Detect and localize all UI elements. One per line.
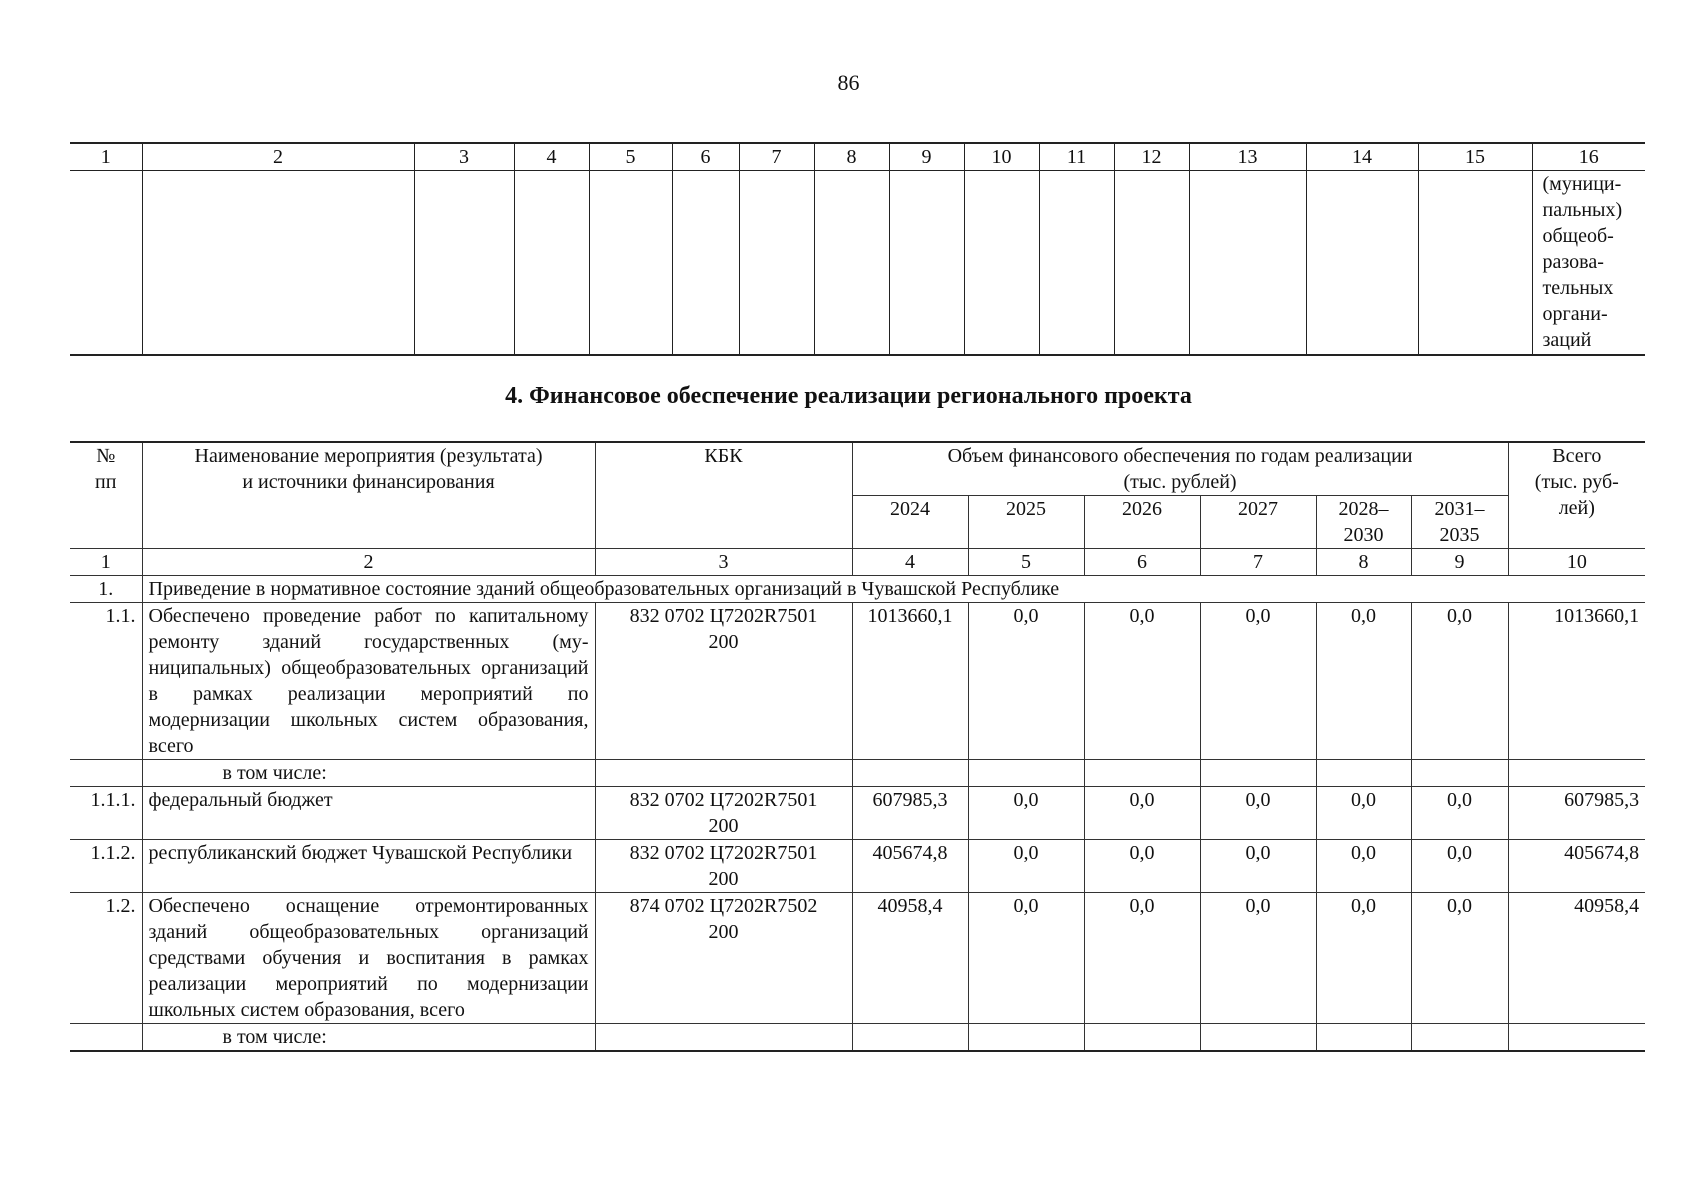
column-number-cell: 3 xyxy=(595,549,852,576)
cell-line: и источники финансирования xyxy=(242,471,495,493)
empty-cell xyxy=(1084,760,1200,787)
empty-cell xyxy=(968,1024,1084,1052)
cell-line: 2031– xyxy=(1434,498,1485,520)
header-num-cell xyxy=(70,442,142,549)
row-sub-cell: в том числе: xyxy=(142,760,595,787)
cell-line: 832 0702 Ц7202R7501 xyxy=(629,789,818,811)
row-value-cell: 405674,8 xyxy=(852,840,968,893)
cell-line: 200 xyxy=(708,868,739,890)
row-value-cell: 1013660,1 xyxy=(852,603,968,760)
column-number-cell: 12 xyxy=(1114,143,1189,171)
table-row xyxy=(70,603,1645,760)
empty-cell xyxy=(964,171,1039,356)
cell-line: пальных) xyxy=(1542,199,1623,221)
cell-line: (тыс. рублей) xyxy=(1123,471,1237,493)
row-value-cell: 0,0 xyxy=(1316,840,1411,893)
cell-line: Всего xyxy=(1552,445,1602,467)
row-value-cell: 607985,3 xyxy=(852,787,968,840)
cell-line: органи- xyxy=(1542,303,1608,325)
row-value-cell: 0,0 xyxy=(1084,603,1200,760)
empty-cell xyxy=(1411,760,1508,787)
row-value-cell: 0,0 xyxy=(1411,840,1508,893)
row-name-cell: Обеспечено проведение работ по капитальному ремонту зданий государственных (муниципальных) общеобразовательных организаций в рамках реализации мероприятий по модернизации школьных систем образования, всего xyxy=(142,603,595,760)
column-number-cell: 10 xyxy=(1508,549,1645,576)
column-number-cell: 6 xyxy=(1084,549,1200,576)
cell-line: (тыс. руб- xyxy=(1534,471,1619,493)
row-value-cell: 0,0 xyxy=(968,787,1084,840)
row-value-cell: 40958,4 xyxy=(852,893,968,1024)
financing-table xyxy=(70,441,1645,1052)
column-number-cell: 4 xyxy=(514,143,589,171)
empty-cell xyxy=(595,760,852,787)
column-number-cell: 7 xyxy=(1200,549,1316,576)
section-row xyxy=(70,576,1645,603)
column-number-cell: 4 xyxy=(852,549,968,576)
column-number-cell: 6 xyxy=(672,143,739,171)
empty-cell xyxy=(1114,171,1189,356)
row-name-cell: Обеспечено оснащение отремонтированных зданий общеобразовательных организаций средствами обучения и воспитания в рамках реализации мероприятий по модернизации школьных систем образования, всего xyxy=(142,893,595,1024)
row-total-cell: 40958,4 xyxy=(1508,893,1645,1024)
empty-cell xyxy=(70,171,142,356)
cell-line: 832 0702 Ц7202R7501 xyxy=(629,842,818,864)
row-value-cell: 0,0 xyxy=(1411,893,1508,1024)
cell-line: разова- xyxy=(1542,251,1604,273)
column-number-cell: 2 xyxy=(142,549,595,576)
column-number-row xyxy=(70,549,1645,576)
table-row xyxy=(70,171,1645,356)
empty-cell xyxy=(589,171,672,356)
header-year-cell xyxy=(1411,496,1508,549)
row-total-cell: 1013660,1 xyxy=(1508,603,1645,760)
table-header-row xyxy=(70,143,1645,171)
cell-line: № xyxy=(96,445,116,467)
column-number-cell: 9 xyxy=(889,143,964,171)
row-num-cell xyxy=(70,760,142,787)
row-name-cell: федеральный бюджет xyxy=(142,787,595,840)
row-value-cell: 0,0 xyxy=(968,893,1084,1024)
empty-cell xyxy=(1200,1024,1316,1052)
empty-cell xyxy=(1316,760,1411,787)
column-number-cell: 16 xyxy=(1532,143,1645,171)
page-number: 86 xyxy=(837,70,860,95)
empty-cell xyxy=(852,1024,968,1052)
row-value-cell: 0,0 xyxy=(1200,893,1316,1024)
row-num-cell: 1.1. xyxy=(70,603,142,760)
empty-cell xyxy=(595,1024,852,1052)
row-kbk-cell xyxy=(595,893,852,1024)
row-total-cell: 607985,3 xyxy=(1508,787,1645,840)
empty-cell xyxy=(968,760,1084,787)
header-year-cell xyxy=(968,496,1084,549)
column-number-cell: 15 xyxy=(1418,143,1532,171)
cell-line: 200 xyxy=(708,815,739,837)
empty-cell xyxy=(1306,171,1418,356)
empty-cell xyxy=(814,171,889,356)
section-name-cell: Приведение в нормативное состояние зданий общеобразовательных организаций в Чувашской Республике xyxy=(142,576,1645,603)
empty-cell xyxy=(1411,1024,1508,1052)
column-16-cell xyxy=(1532,171,1645,356)
column-number-cell: 8 xyxy=(1316,549,1411,576)
empty-cell xyxy=(852,760,968,787)
header-kbk-cell: КБК xyxy=(595,442,852,549)
row-num-cell: 1. xyxy=(70,576,142,603)
row-value-cell: 0,0 xyxy=(1411,603,1508,760)
row-value-cell: 0,0 xyxy=(1084,893,1200,1024)
table-row xyxy=(70,787,1645,840)
column-number-cell: 5 xyxy=(589,143,672,171)
empty-cell xyxy=(1316,1024,1411,1052)
column-number-cell: 10 xyxy=(964,143,1039,171)
row-kbk-cell xyxy=(595,603,852,760)
row-num-cell: 1.1.2. xyxy=(70,840,142,893)
row-value-cell: 0,0 xyxy=(1316,787,1411,840)
column-number-cell: 7 xyxy=(739,143,814,171)
cell-line: Объем финансового обеспечения по годам реализации xyxy=(947,445,1413,467)
row-num-cell: 1.1.1. xyxy=(70,787,142,840)
row-total-cell: 405674,8 xyxy=(1508,840,1645,893)
row-sub-cell: в том числе: xyxy=(142,1024,595,1052)
row-value-cell: 0,0 xyxy=(1200,787,1316,840)
header-name-cell xyxy=(142,442,595,549)
table-row xyxy=(70,760,1645,787)
column-number-cell: 11 xyxy=(1039,143,1114,171)
cell-line: 200 xyxy=(708,921,739,943)
empty-cell xyxy=(1508,1024,1645,1052)
empty-cell xyxy=(1039,171,1114,356)
row-value-cell: 0,0 xyxy=(1084,787,1200,840)
header-volume-cell xyxy=(852,442,1508,496)
table-row xyxy=(70,1024,1645,1052)
row-value-cell: 0,0 xyxy=(968,840,1084,893)
empty-cell xyxy=(1189,171,1306,356)
row-value-cell: 0,0 xyxy=(1411,787,1508,840)
table-row xyxy=(70,840,1645,893)
cell-line: лей) xyxy=(1558,497,1595,519)
row-value-cell: 0,0 xyxy=(1200,840,1316,893)
row-value-cell: 0,0 xyxy=(1200,603,1316,760)
column-number-cell: 14 xyxy=(1306,143,1418,171)
cell-line: 2027 xyxy=(1238,498,1278,520)
empty-cell xyxy=(514,171,589,356)
row-kbk-cell xyxy=(595,840,852,893)
cell-line: 2035 xyxy=(1439,524,1480,546)
header-year-cell xyxy=(1316,496,1411,549)
column-number-cell: 2 xyxy=(142,143,414,171)
empty-cell xyxy=(672,171,739,356)
column-number-cell: 1 xyxy=(70,143,142,171)
empty-cell xyxy=(414,171,514,356)
cell-line: общеоб- xyxy=(1542,225,1614,247)
empty-cell xyxy=(1418,171,1532,356)
header-year-cell xyxy=(852,496,968,549)
cell-line: 2025 xyxy=(1006,498,1046,520)
header-year-cell xyxy=(1200,496,1316,549)
row-value-cell: 0,0 xyxy=(1316,603,1411,760)
empty-cell xyxy=(739,171,814,356)
cell-line: 832 0702 Ц7202R7501 xyxy=(629,605,818,627)
row-value-cell: 0,0 xyxy=(1084,840,1200,893)
empty-cell xyxy=(889,171,964,356)
cell-line: заций xyxy=(1542,329,1592,351)
empty-cell xyxy=(142,171,414,356)
empty-cell xyxy=(1200,760,1316,787)
cell-line: 874 0702 Ц7202R7502 xyxy=(629,895,818,917)
column-number-cell: 1 xyxy=(70,549,142,576)
empty-cell xyxy=(1084,1024,1200,1052)
header-year-cell xyxy=(1084,496,1200,549)
row-num-cell xyxy=(70,1024,142,1052)
cell-line: Наименование мероприятия (результата) xyxy=(194,445,543,467)
column-number-cell: 13 xyxy=(1189,143,1306,171)
cell-line: 2030 xyxy=(1343,524,1384,546)
row-kbk-cell xyxy=(595,787,852,840)
empty-cell xyxy=(1508,760,1645,787)
cell-line: 2024 xyxy=(890,498,930,520)
header-total-cell xyxy=(1508,442,1645,549)
cell-line: 200 xyxy=(708,631,739,653)
row-value-cell: 0,0 xyxy=(968,603,1084,760)
cell-line: 2026 xyxy=(1122,498,1162,520)
table-row xyxy=(70,893,1645,1024)
column-number-cell: 8 xyxy=(814,143,889,171)
column-number-cell: 3 xyxy=(414,143,514,171)
table-header-row xyxy=(70,442,1645,496)
cell-line: 2028– xyxy=(1338,498,1389,520)
column-number-cell: 5 xyxy=(968,549,1084,576)
cell-line: пп xyxy=(95,471,117,493)
row-num-cell: 1.2. xyxy=(70,893,142,1024)
cell-line: (муници- xyxy=(1542,173,1622,195)
continuation-table xyxy=(70,142,1645,356)
row-name-cell: республиканский бюджет Чувашской Республики xyxy=(142,840,595,893)
cell-line: тельных xyxy=(1542,277,1614,299)
row-value-cell: 0,0 xyxy=(1316,893,1411,1024)
section-title: 4. Финансовое обеспечение реализации регионального проекта xyxy=(505,383,1192,409)
column-number-cell: 9 xyxy=(1411,549,1508,576)
